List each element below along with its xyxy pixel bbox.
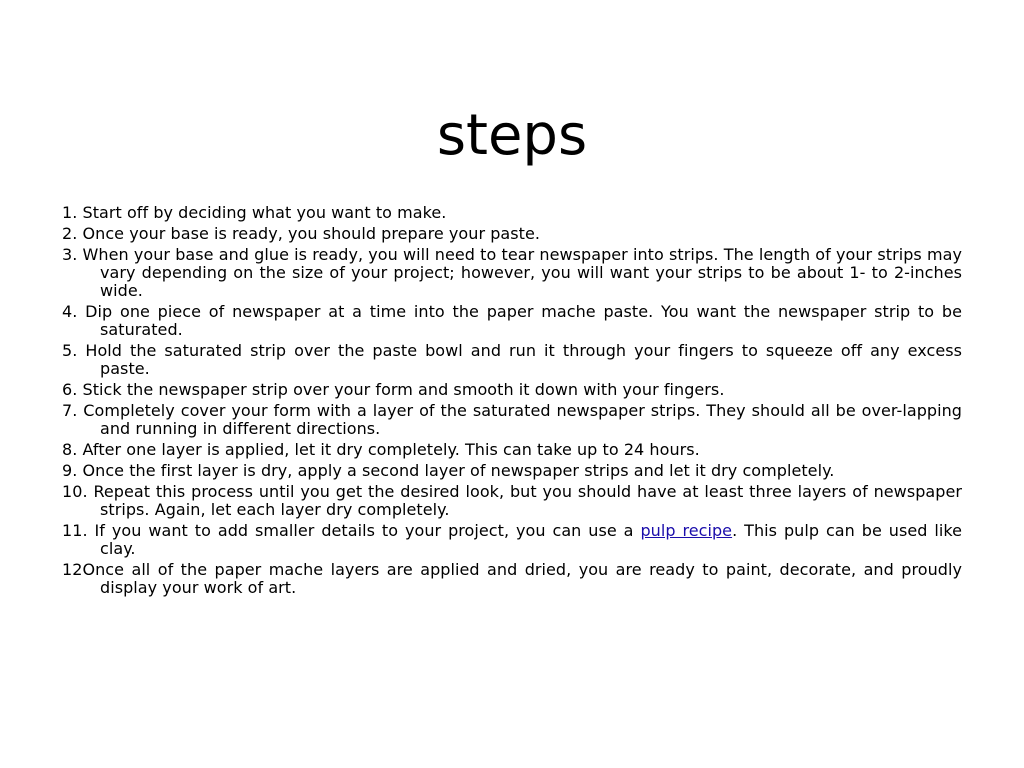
step-item: 6. Stick the newspaper strip over your form and smooth it down with your fingers. [62,380,725,399]
step-item: 1. Start off by deciding what you want to make. [62,203,447,222]
step-text-before-link: 11. If you want to add smaller details to your project, you can use a [62,521,641,540]
steps-list [62,204,962,600]
step-item-with-link [62,522,962,558]
pulp-recipe-link[interactable]: pulp recipe [640,521,733,540]
step-item: 12Once all of the paper mache layers are applied and dried, you are ready to paint, decorate, and proudly display your work of art. [62,560,962,597]
step-item: 9. Once the first layer is dry, apply a second layer of newspaper strips and let it dry completely. [62,461,835,480]
step-item: 10. Repeat this process until you get the desired look, but you should have at least three layers of newspaper strips. Again, let each layer dry completely. [62,482,962,519]
step-item: 4. Dip one piece of newspaper at a time into the paper mache paste. You want the newspaper strip to be saturated. [62,302,962,339]
step-text-after-link: . This pulp can be used like clay. [100,521,963,558]
step-item: 7. Completely cover your form with a layer of the saturated newspaper strips. They should all be over-lapping and running in different directions. [62,401,962,438]
step-item: 2. Once your base is ready, you should prepare your paste. [62,224,541,243]
step-item: 8. After one layer is applied, let it dry completely. This can take up to 24 hours. [62,440,700,459]
slide-title: steps [436,102,588,168]
step-item: 5. Hold the saturated strip over the paste bowl and run it through your fingers to squeeze off any excess paste. [62,341,962,378]
step-item: 3. When your base and glue is ready, you will need to tear newspaper into strips. The length of your strips may vary depending on the size of your project; however, you will want your strips to be about 1- to 2-inches wide. [62,245,962,300]
